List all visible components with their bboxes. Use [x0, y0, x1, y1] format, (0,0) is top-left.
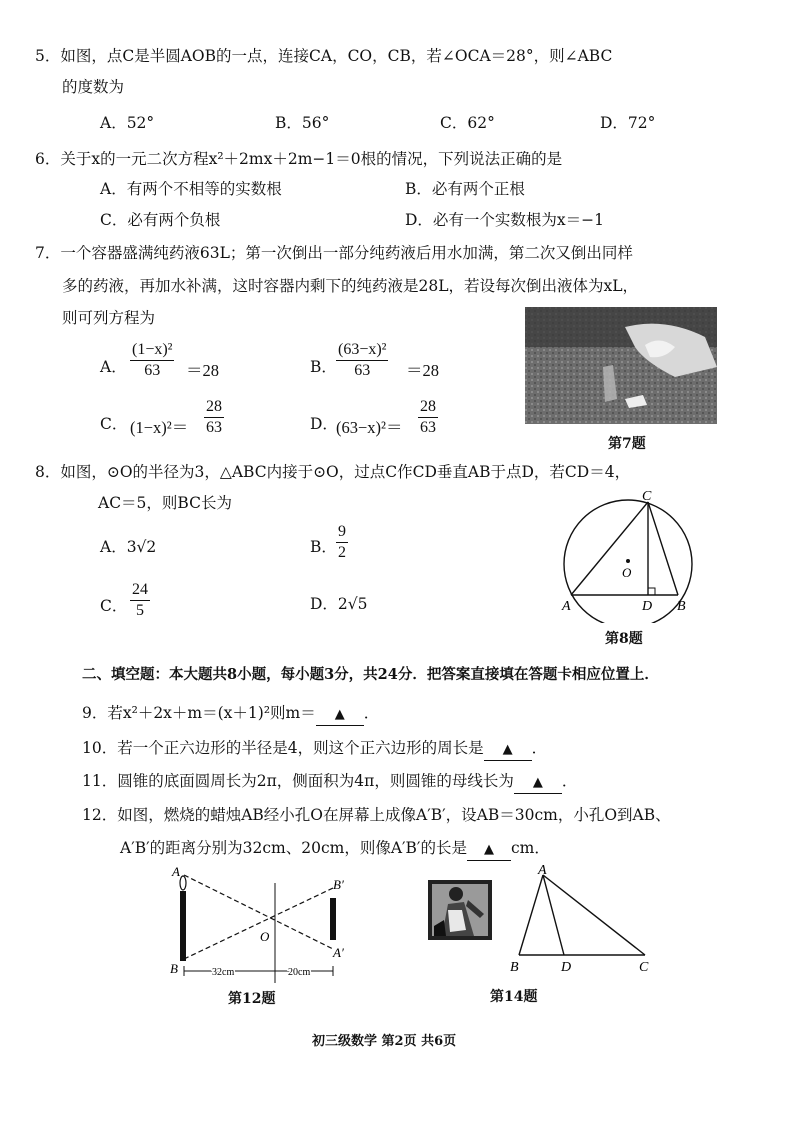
q11-answer-blank: ▲ [514, 773, 562, 794]
q6-stem: 6．关于x的一元二次方程x²＋2mx＋2m−1＝0根的情况，下列说法正确的是 [35, 150, 563, 168]
q8-label-b: B [677, 599, 686, 614]
q10-answer-blank: ▲ [484, 740, 532, 761]
q9-line [82, 703, 379, 726]
numerator: (63−x)² [336, 340, 388, 361]
q8-option-d: D．2√5 [310, 595, 368, 613]
q9-text: 9．若x²＋2x＋m＝(x＋1)²则m＝ [82, 704, 316, 722]
q8-option-c-label: C． [100, 597, 128, 615]
q12-image-bar [330, 898, 336, 940]
q14-figure-caption: 第14题 [490, 989, 538, 1005]
q12-ray-top [184, 875, 333, 949]
q7-option-a-fraction [130, 340, 174, 381]
q7-option-b-label: B． [310, 358, 337, 376]
q14-picture [428, 880, 492, 940]
q12-label-o: O [260, 929, 270, 944]
q10-line [82, 738, 547, 761]
q12-ray-bottom [184, 888, 333, 959]
q8-option-b-fraction [336, 522, 348, 563]
denominator: 63 [206, 419, 222, 436]
q12-figure [168, 863, 358, 988]
q12-label-a-prime: A′ [333, 945, 344, 960]
q5-option-b: B．56° [275, 114, 330, 132]
q8-center-dot [626, 559, 630, 563]
q7-photo-image [525, 307, 717, 424]
q12-label-20cm: 20cm [288, 967, 311, 978]
q7-option-d-fraction [418, 397, 438, 438]
q8-label-d: D [642, 599, 653, 614]
q14-figure [505, 863, 665, 978]
q5-option-d: D．72° [600, 114, 656, 132]
q14-label-c: C [639, 960, 649, 975]
q7-option-c-lhs: (1−x)²＝ [130, 418, 189, 437]
q5-stem-cont: 的度数为 [62, 78, 125, 96]
numerator: 28 [204, 397, 224, 418]
section-2-header: 二、填空题：本大题共8小题，每小题3分，共24分．把答案直接填在答题卡相应位置上． [82, 666, 659, 683]
q14-label-d: D [561, 960, 572, 975]
q12-figure-caption: 第12题 [228, 991, 276, 1007]
q8-label-o: O [622, 565, 632, 580]
q12-label-b-prime: B′ [333, 877, 344, 892]
q7-option-c-label: C． [100, 415, 128, 433]
denominator: 5 [136, 602, 144, 619]
q6-option-a: A．有两个不相等的实数根 [100, 180, 282, 198]
q12-label-b: B [170, 961, 178, 976]
q11-line [82, 771, 577, 794]
q10-text: 10．若一个正六边形的半径是4，则这个正六边形的周长是 [82, 739, 484, 757]
denominator: 63 [354, 362, 371, 379]
q14-side-ac [543, 875, 645, 955]
q7-stem-cont-1: 多的药液，再加水补满，这时容器内剩下的纯药液是28L，若设每次倒出液体为xL， [62, 277, 639, 295]
q7-option-b-fraction [336, 340, 388, 381]
q7-option-d-lhs: (63−x)²＝ [336, 418, 403, 437]
q8-right-angle-mark [648, 588, 655, 595]
denominator: 63 [144, 362, 161, 379]
q5-option-a: A．52° [100, 114, 155, 132]
q8-option-a: A．3√2 [100, 538, 157, 556]
q12-flame-icon [180, 876, 186, 890]
numerator: 9 [336, 522, 348, 543]
q9-answer-blank: ▲ [316, 705, 364, 726]
q12-label-a: A [172, 864, 180, 879]
q12-label-32cm: 32cm [212, 967, 235, 978]
numerator: 28 [418, 397, 438, 418]
q7-option-b-rhs: ＝28 [406, 361, 439, 380]
q11-end: ． [561, 772, 578, 790]
q14-label-b: B [510, 960, 519, 975]
q7-stem: 7．一个容器盛满纯药液63L；第一次倒出一部分纯药液后用水加满，第二次又倒出同样 [35, 244, 633, 262]
q14-side-ab [519, 875, 543, 955]
q8-stem: 8．如图，⊙O的半径为3，△ABC内接于⊙O，过点C作CD垂直AB于点D，若CD＝4， [35, 463, 631, 481]
q8-side-ac [571, 502, 648, 595]
q12-text: A′B′的距离分别为32cm、20cm，则像A′B′的长是 [120, 839, 467, 857]
q8-label-c: C [642, 489, 652, 504]
q14-label-a: A [538, 863, 547, 878]
q8-side-bc [648, 502, 678, 595]
q12-candle [180, 891, 186, 961]
q10-end: ． [531, 739, 548, 757]
denominator: 2 [338, 544, 346, 561]
numerator: (1−x)² [130, 340, 174, 361]
q12-stem-cont [120, 838, 550, 861]
q6-option-c: C．必有两个负根 [100, 211, 221, 229]
q5-stem: 5．如图，点C是半圆AOB的一点，连接CA，CO，CB，若∠OCA＝28°，则∠ABC [35, 47, 613, 65]
q7-photo [525, 307, 717, 424]
q7-option-a-label: A． [100, 358, 127, 376]
page-footer: 初三级数学 第2页 共6页 [312, 1034, 457, 1049]
q8-option-b-label: B． [310, 538, 337, 556]
q12-unit: cm． [510, 839, 550, 857]
q7-stem-cont-2: 则可列方程为 [62, 309, 156, 327]
q6-option-d: D．必有一个实数根为x＝−1 [405, 211, 605, 229]
q7-option-c-fraction [204, 397, 224, 438]
q12-answer-blank: ▲ [467, 840, 511, 861]
q8-option-c-fraction [130, 580, 150, 621]
q6-option-b: B．必有两个正根 [405, 180, 525, 198]
q11-text: 11．圆锥的底面圆周长为2π，侧面积为4π，则圆锥的母线长为 [82, 772, 514, 790]
q7-figure-caption: 第7题 [608, 436, 646, 452]
q8-label-a: A [562, 599, 571, 614]
q12-stem: 12．如图，燃烧的蜡烛AB经小孔O在屏幕上成像A′B′，设AB＝30cm，小孔O到AB、 [82, 806, 671, 824]
q5-option-c: C．62° [440, 114, 495, 132]
q8-stem-cont: AC＝5，则BC长为 [98, 494, 232, 512]
denominator: 63 [420, 419, 436, 436]
numerator: 24 [130, 580, 150, 601]
q8-figure [560, 488, 710, 623]
q7-option-a-rhs: ＝28 [186, 361, 219, 380]
q14-picture-image [428, 880, 492, 940]
q7-option-d-label: D． [310, 415, 338, 433]
q14-segment-ad [543, 875, 564, 955]
q8-figure-caption: 第8题 [605, 631, 643, 647]
q9-end: ． [363, 704, 380, 722]
